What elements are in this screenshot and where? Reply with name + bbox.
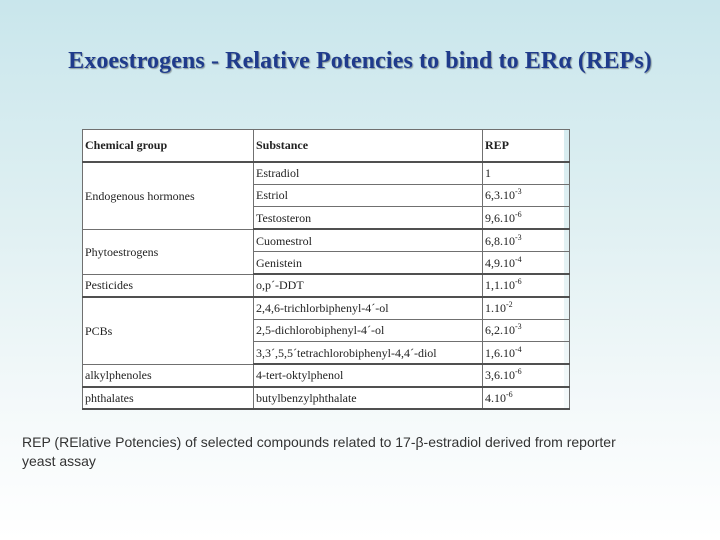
rep-exponent: -3 — [515, 232, 522, 242]
rep-value: 4.10 — [485, 390, 506, 405]
rep-value-cell — [483, 319, 570, 342]
rep-value: 6,3.10 — [485, 188, 515, 203]
rep-value-cell — [483, 162, 570, 185]
rep-value-cell — [483, 184, 570, 207]
rep-exponent: -6 — [506, 389, 513, 399]
table-row — [83, 387, 570, 410]
rep-value: 1,6.10 — [485, 345, 515, 360]
substance-cell: butylbenzylphthalate — [254, 387, 483, 410]
footnote — [22, 433, 718, 471]
substance-cell: Cuomestrol — [254, 229, 483, 252]
rep-value-cell — [483, 387, 570, 410]
rep-exponent: -4 — [515, 254, 522, 264]
footnote-line-1: REP (RElative Potencies) of selected compounds related to 17-β-estradiol derived from reporter — [22, 434, 616, 450]
rep-value: 1.10 — [485, 301, 506, 315]
header-chemical-group: Chemical group — [83, 130, 254, 162]
rep-data-table — [82, 129, 570, 410]
rep-exponent: -2 — [506, 300, 513, 309]
chemical-group-cell: PCBs — [83, 297, 254, 365]
rep-value: 9,6.10 — [485, 210, 515, 225]
rep-exponent: -6 — [515, 367, 522, 377]
substance-cell: 2,4,6-trichlorbiphenyl-4´-ol — [254, 297, 483, 320]
header-rep: REP — [483, 130, 570, 162]
rep-value-cell — [483, 252, 570, 275]
substance-cell: Genistein — [254, 252, 483, 275]
rep-value: 6,8.10 — [485, 233, 515, 248]
substance-cell: 3,3´,5,5´tetrachlorobiphenyl-4,4´-diol — [254, 342, 483, 365]
table-row — [83, 274, 570, 297]
chemical-group-cell: Pesticides — [83, 274, 254, 297]
rep-exponent: -4 — [515, 344, 522, 354]
table-row — [83, 364, 570, 387]
rep-value: 3,6.10 — [485, 368, 515, 383]
rep-value: 4,9.10 — [485, 255, 515, 270]
rep-value-cell — [483, 364, 570, 387]
rep-value-cell — [483, 342, 570, 365]
header-substance: Substance — [254, 130, 483, 162]
rep-table — [82, 129, 564, 410]
table-row — [83, 162, 570, 185]
rep-exponent: -3 — [515, 322, 522, 332]
rep-value: 1 — [485, 166, 491, 180]
substance-cell: Estradiol — [254, 162, 483, 185]
rep-value-cell — [483, 274, 570, 297]
chemical-group-cell: alkylphenoles — [83, 364, 254, 387]
rep-value: 6,2.10 — [485, 323, 515, 338]
table-row — [83, 229, 570, 252]
substance-cell: o,p´-DDT — [254, 274, 483, 297]
rep-value-cell — [483, 229, 570, 252]
rep-exponent: -6 — [515, 209, 522, 219]
substance-cell: 2,5-dichlorobiphenyl-4´-ol — [254, 319, 483, 342]
rep-value: 1,1.10 — [485, 278, 515, 293]
table-header-row — [83, 130, 570, 162]
chemical-group-cell: phthalates — [83, 387, 254, 410]
table-row — [83, 297, 570, 320]
substance-cell: 4-tert-oktylphenol — [254, 364, 483, 387]
substance-cell: Testosteron — [254, 207, 483, 230]
rep-exponent: -3 — [515, 187, 522, 197]
rep-exponent: -6 — [515, 277, 522, 287]
rep-value-cell — [483, 297, 570, 320]
chemical-group-cell: Phytoestrogens — [83, 229, 254, 274]
slide-title: Exoestrogens - Relative Potencies to bind to ERα (REPs) — [68, 48, 652, 74]
substance-cell: Estriol — [254, 184, 483, 207]
chemical-group-cell: Endogenous hormones — [83, 162, 254, 230]
rep-value-cell — [483, 207, 570, 230]
footnote-line-2: yeast assay — [22, 453, 96, 469]
